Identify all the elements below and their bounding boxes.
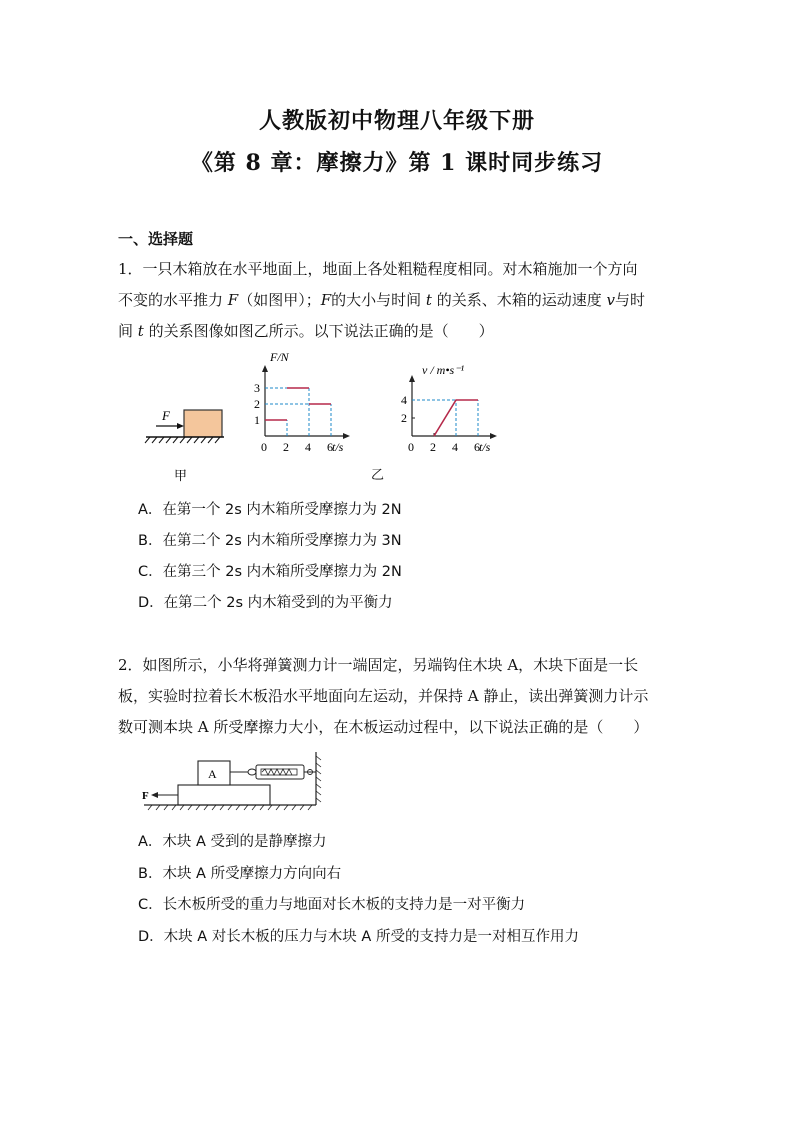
q1-chart2-y-tick-label: 2	[401, 411, 407, 425]
q1-chart2-y-axis-arrow	[409, 375, 415, 382]
q2-figure	[140, 752, 340, 814]
q1-stem-symbol-v: v	[606, 291, 615, 309]
q1-stem	[118, 254, 678, 347]
q1-chart2-x-tick-label: 0	[408, 440, 414, 454]
q1-stem-line2	[118, 285, 678, 316]
q1-stem-text: 不变的水平推力	[118, 291, 228, 309]
q1-chart1-x-tick-label: 2	[283, 440, 289, 454]
q1-stem-symbol-F: F	[320, 291, 332, 309]
doc-title-line1: 人教版初中物理八年级下册	[258, 108, 535, 134]
q1-chart2-x-tick-label: 4	[452, 440, 458, 454]
q1-chart1-x-axis-arrow	[343, 433, 350, 439]
q2-option-b[interactable]: B．木块 A 所受摩擦力方向向右	[138, 866, 342, 882]
q1-stem-text: 的关系图像如图乙所示。以下说法正确的是（ ）	[143, 322, 494, 340]
wall-hatch	[316, 756, 321, 802]
q2-stem-line1: 2．如图所示，小华将弹簧测力计一端固定，另端钩住木块 A，木块下面是一长	[118, 656, 639, 674]
q2-stem	[118, 650, 678, 743]
q1-chart1-y-tick-label: 3	[254, 381, 260, 395]
q2-stem-line2: 板，实验时拉着长木板沿水平地面向左运动，并保持 A 静止，读出弹簧测力计示	[118, 687, 649, 705]
q1-chart1-x-tick-label: 4	[305, 440, 311, 454]
ground-hatch	[145, 437, 220, 443]
doc-title-line2: 《第 8 章：摩擦力》第 1 课时同步练习	[190, 150, 604, 176]
q1-chart2-x-axis-arrow	[490, 433, 497, 439]
q1-option-b[interactable]: B．在第二个 2s 内木箱所受摩擦力为 3N	[138, 533, 402, 549]
q1-chart-force-time	[245, 348, 390, 460]
q1-chart2-x-tick-label: 6	[474, 440, 480, 454]
q2-option-a[interactable]: A．木块 A 受到的是静摩擦力	[138, 834, 327, 850]
q1-chart2-y-axis-label: v / m•s⁻¹	[422, 363, 465, 377]
q1-chart1-y-tick-label: 1	[254, 413, 260, 427]
q1-chart2-x-tick-label: 2	[430, 440, 436, 454]
q1-stem-text: 的大小与时间	[331, 291, 426, 309]
q1-chart1-x-tick-label: 0	[261, 440, 267, 454]
q1-stem-line3	[118, 316, 678, 347]
spring-scale	[230, 765, 316, 779]
q1-stem-line1: 1．一只木箱放在水平地面上，地面上各处粗糙程度相同。对木箱施加一个方向	[118, 260, 638, 278]
pull-force-arrowhead	[151, 792, 158, 798]
q1-stem-text: （如图甲）；	[238, 291, 321, 309]
q1-option-a[interactable]: A．在第一个 2s 内木箱所受摩擦力为 2N	[138, 502, 402, 518]
q1-chart2-y-tick-label: 4	[401, 393, 407, 407]
ground-hatch	[148, 805, 312, 810]
q1-chart1-x-tick-label: 6	[327, 440, 333, 454]
q1-chart1-y-axis-label: F/N	[270, 350, 289, 364]
force-label-F: F	[162, 408, 170, 423]
pull-force-label: F	[142, 790, 149, 802]
q1-option-c[interactable]: C．在第三个 2s 内木箱所受摩擦力为 2N	[138, 564, 402, 580]
q1-stem-text: 间	[118, 322, 138, 340]
q2-option-d[interactable]: D．木块 A 对长木板的压力与木块 A 所受的支持力是一对相互作用力	[138, 929, 579, 945]
q1-stem-symbol-t: t	[137, 322, 144, 340]
q1-stem-text: 与时	[614, 291, 645, 309]
section-heading: 一、选择题	[118, 230, 194, 248]
q2-option-c[interactable]: C．长木板所受的重力与地面对长木板的支持力是一对平衡力	[138, 897, 526, 913]
long-board	[178, 785, 270, 805]
q1-option-d[interactable]: D．在第二个 2s 内木箱受到的为平衡力	[138, 595, 393, 611]
q1-stem-symbol-F: F	[227, 291, 239, 309]
q2-stem-line3: 数可测本块 A 所受摩擦力大小，在木板运动过程中，以下说法正确的是（ ）	[118, 718, 649, 736]
block-a-label: A	[208, 767, 217, 781]
q1-chart1-y-tick-label: 2	[254, 397, 260, 411]
figure-caption-yi: 乙	[371, 468, 385, 483]
push-force-arrowhead	[177, 423, 184, 429]
q1-figure-jia	[140, 400, 240, 490]
q1-chart-velocity-time	[392, 358, 532, 460]
q1-chart1-y-axis-arrow	[262, 365, 268, 372]
q1-chart1-x-axis-label: t/s	[332, 440, 344, 454]
q1-stem-text: 的关系、木箱的运动速度	[431, 291, 607, 309]
figure-caption-jia: 甲	[174, 469, 188, 484]
q1-chart2-x-axis-label: t/s	[479, 440, 491, 454]
q1-stem-symbol-t: t	[425, 291, 432, 309]
wooden-box	[184, 410, 222, 437]
